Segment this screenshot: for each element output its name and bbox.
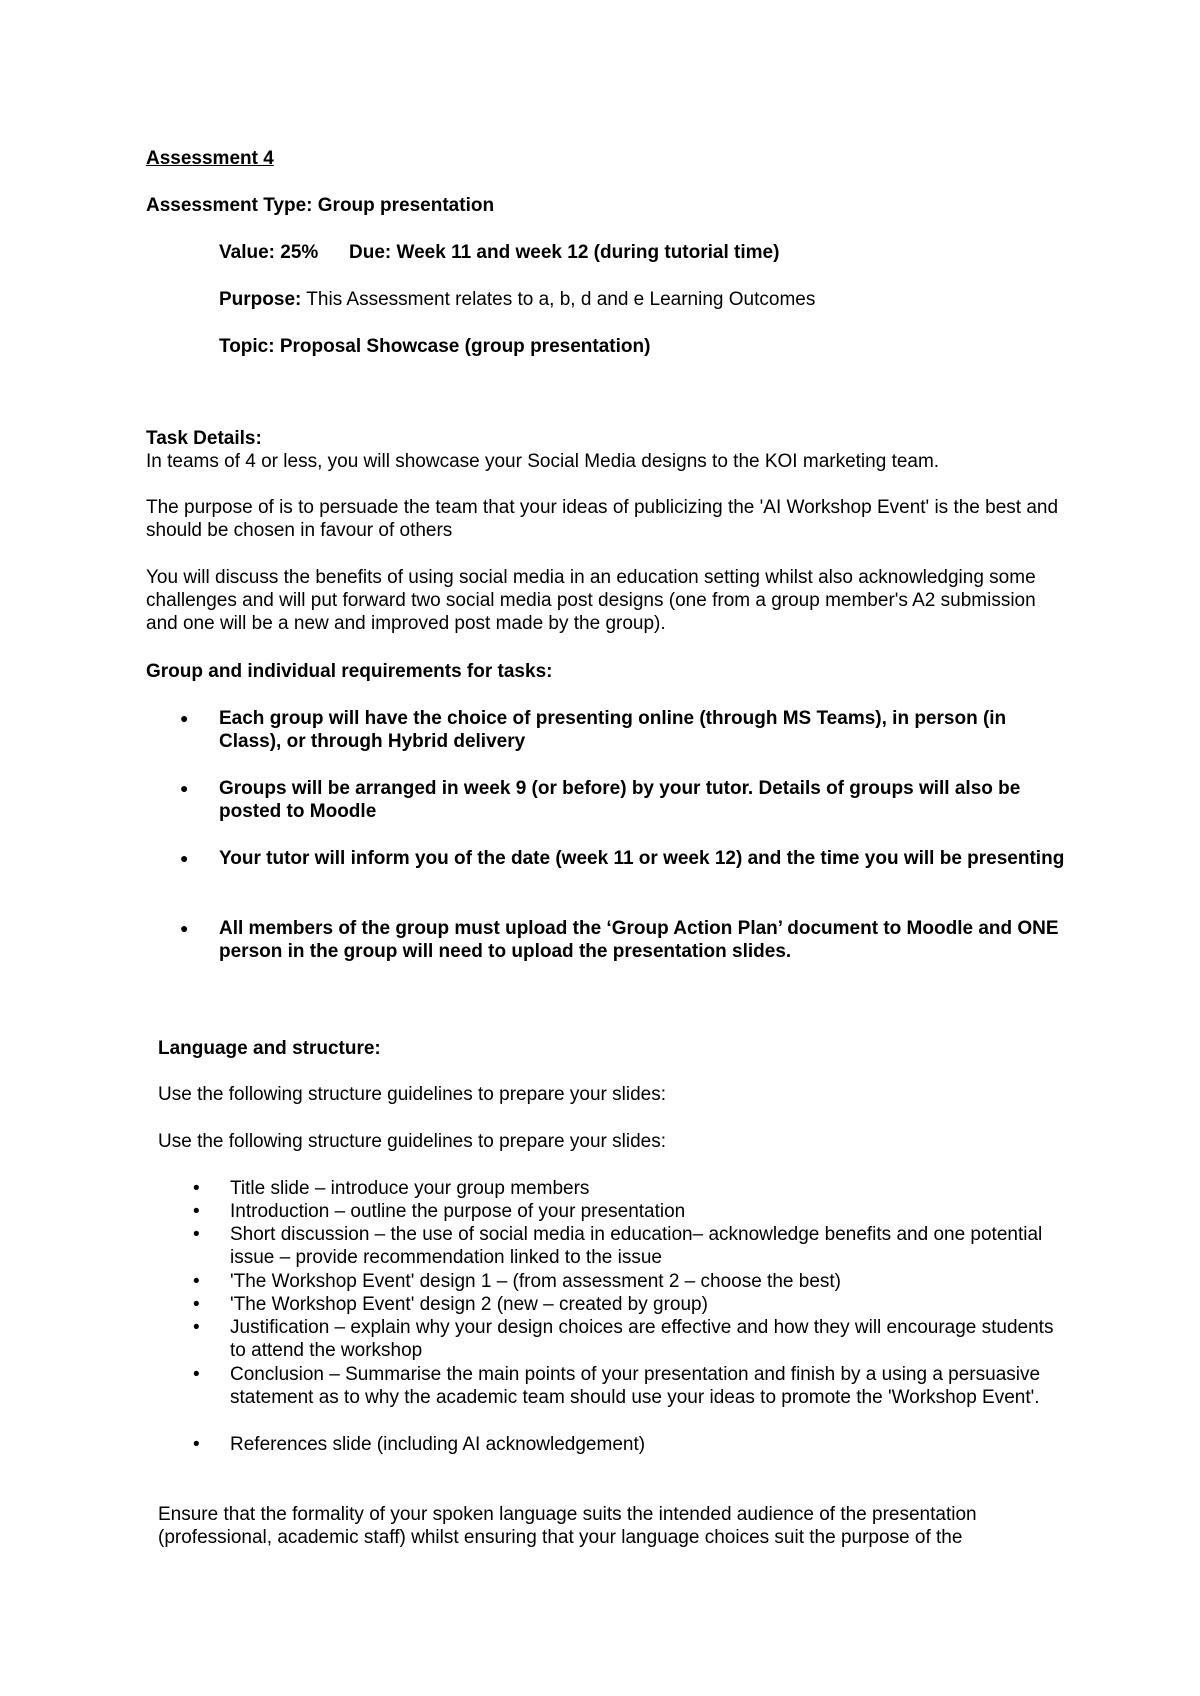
purpose-value: This Assessment relates to a, b, d and e Learning Outcomes [306, 289, 816, 310]
purpose-line [219, 288, 815, 311]
due-text: Due: Week 11 and week 12 (during tutorial time) [349, 242, 780, 263]
structure-text: Conclusion – Summarise the main points of your presentation and finish by a using a persuasive statement as to why the academic team should use your ideas to promote the 'Workshop Event'. [230, 1364, 1041, 1408]
bullet-icon: ● [180, 780, 189, 796]
language-intro-2: Use the following structure guidelines to prepare your slides: [158, 1131, 666, 1152]
assessment-type-line [146, 194, 494, 217]
structure-text: Introduction – outline the purpose of your presentation [230, 1201, 686, 1222]
task-details-heading: Task Details: [146, 428, 262, 449]
bullet-icon: • [193, 1201, 200, 1222]
bullet-icon: ● [180, 850, 189, 866]
requirements-heading: Group and individual requirements for tasks: [146, 661, 553, 682]
requirement-text: Your tutor will inform you of the date (week 11 or week 12) and the time you will be presenting [219, 848, 1065, 869]
bullet-icon: ● [180, 920, 189, 936]
requirement-text: All members of the group must upload the ‘Group Action Plan’ document to Moodle and ONE person in the group will need to upload the presentation slides. [219, 918, 1059, 962]
bullet-icon: • [193, 1178, 200, 1199]
purpose-label: Purpose: [219, 289, 302, 310]
value-text: Value: 25% [219, 242, 319, 263]
language-intro-1: Use the following structure guidelines to prepare your slides: [158, 1084, 666, 1105]
assessment-type-value: Group presentation [317, 195, 495, 216]
bullet-icon: • [193, 1317, 200, 1338]
structure-text: 'The Workshop Event' design 2 (new – created by group) [230, 1294, 708, 1315]
bullet-icon: • [193, 1294, 200, 1315]
structure-text: Title slide – introduce your group members [230, 1178, 590, 1199]
assessment-type-label: Assessment Type: [146, 195, 313, 216]
requirement-text: Groups will be arranged in week 9 (or before) by your tutor. Details of groups will also be posted to Moodle [219, 778, 1021, 822]
topic-text: Topic: Proposal Showcase (group presentation) [219, 336, 651, 357]
language-heading: Language and structure: [158, 1038, 381, 1059]
structure-text: Short discussion – the use of social media in education– acknowledge benefits and one potential issue – provide recommendation linked to the issue [230, 1224, 1043, 1268]
bullet-icon: • [193, 1271, 200, 1292]
bullet-icon: • [193, 1434, 200, 1455]
task-paragraph-3: You will discuss the benefits of using social media in an education setting whilst also acknowledging some challenges and will put forward two social media post designs (one from a group member's A2 submission and one will be a new and improved post made by the group). [146, 567, 1036, 634]
task-paragraph-2: The purpose of is to persuade the team that your ideas of publicizing the 'AI Workshop Event' is the best and should be chosen in favour of others [146, 497, 1059, 541]
closing-paragraph: Ensure that the formality of your spoken language suits the intended audience of the presentation (professional, academic staff) whilst ensuring that your language choices suit the purpose of the [158, 1504, 977, 1548]
bullet-icon: ● [180, 710, 189, 726]
bullet-icon: • [193, 1364, 200, 1385]
bullet-icon: • [193, 1224, 200, 1245]
requirement-text: Each group will have the choice of presenting online (through MS Teams), in person (in Class), or through Hybrid delivery [219, 708, 1007, 752]
structure-text: References slide (including AI acknowledgement) [230, 1434, 646, 1455]
task-paragraph-1: In teams of 4 or less, you will showcase your Social Media designs to the KOI marketing team. [146, 451, 940, 472]
document-title: Assessment 4 [146, 148, 274, 169]
structure-text: Justification – explain why your design choices are effective and how they will encourage students to attend the workshop [230, 1317, 1054, 1361]
structure-text: 'The Workshop Event' design 1 – (from assessment 2 – choose the best) [230, 1271, 841, 1292]
